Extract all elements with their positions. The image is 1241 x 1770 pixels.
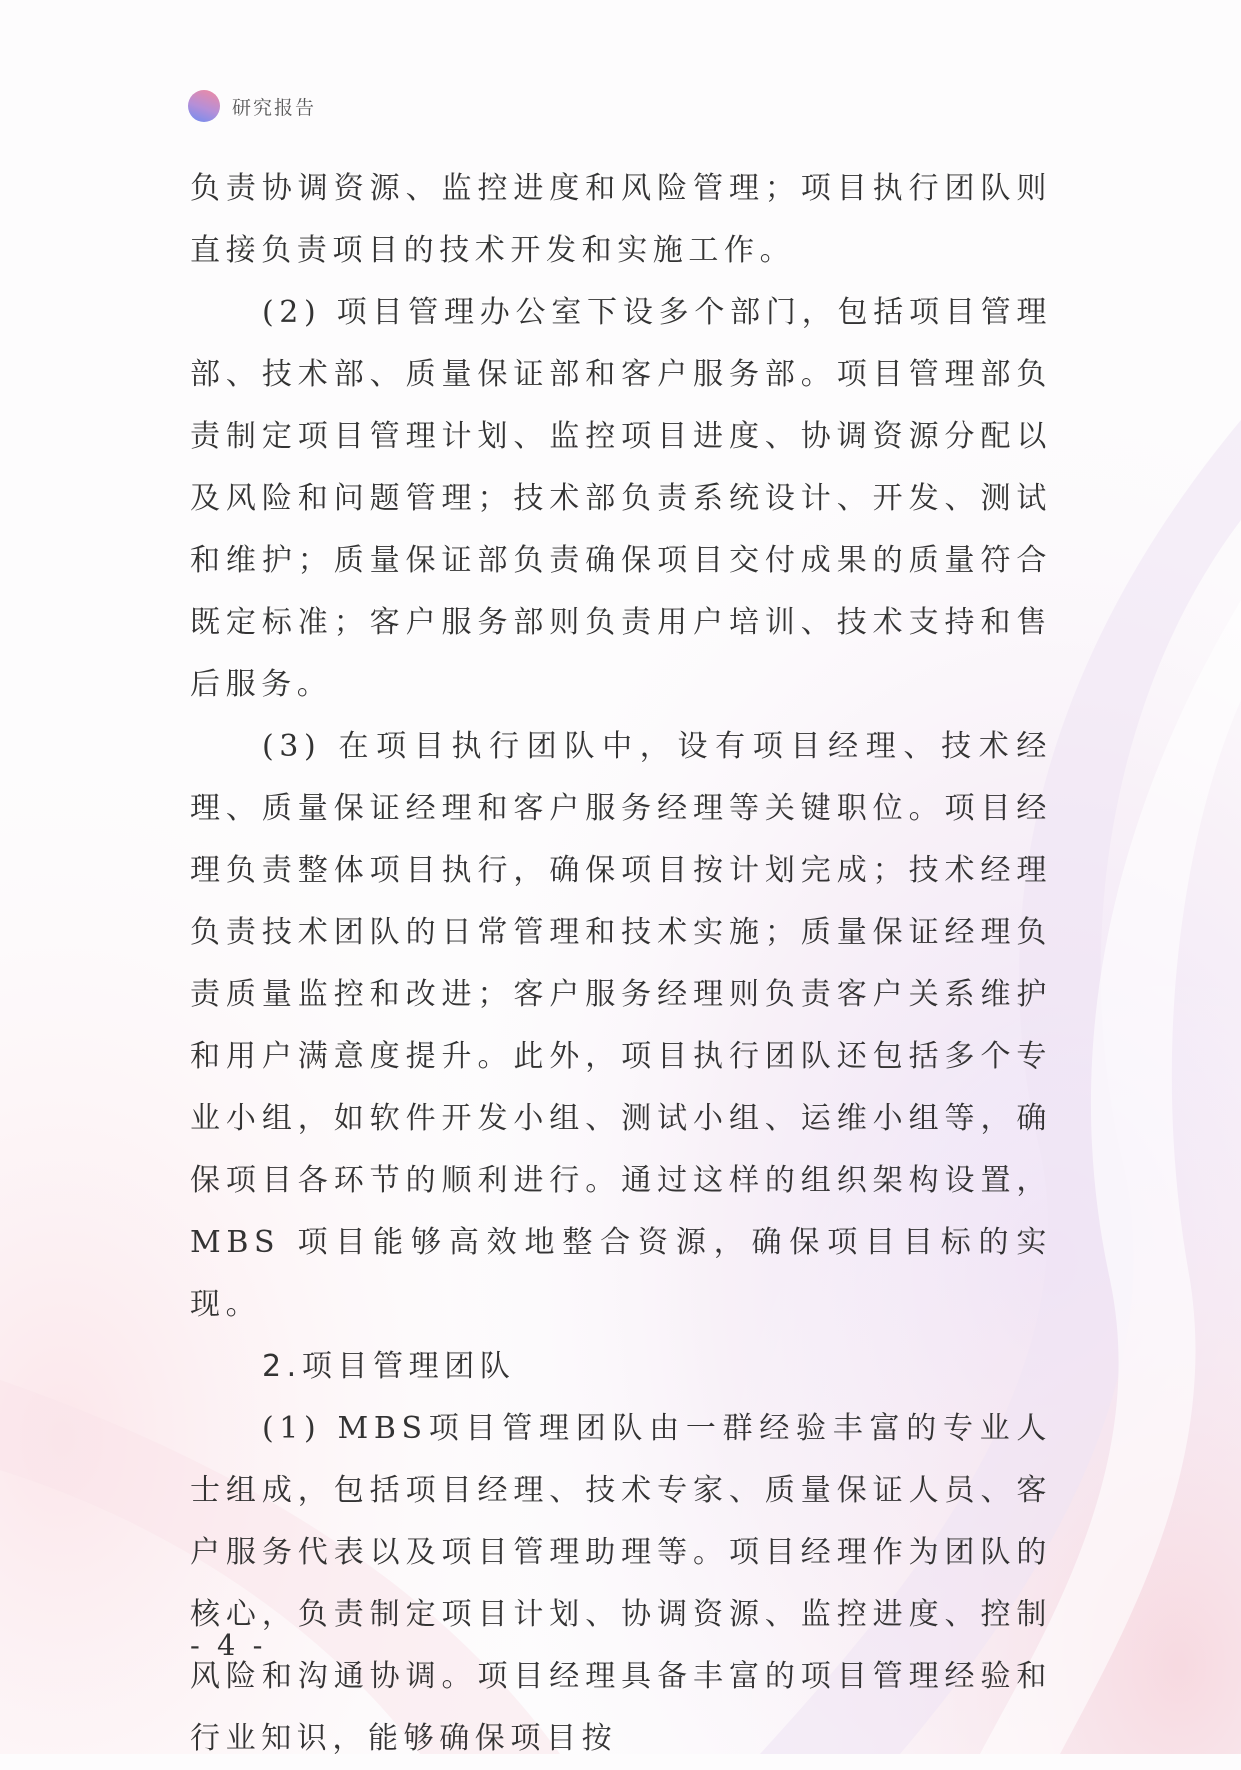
body-paragraph-3: (3) 在项目执行团队中，设有项目经理、技术经理、质量保证经理和客户服务经理等关键职位。项目经理负责整体项目执行，确保项目按计划完成；技术经理负责技术团队的日常管理和技术实施；质量保证经理负责质量监控和改进；客户服务经理则负责客户关系维护和用户满意度提升。此外，项目执行团队还包括多个专业小组，如软件开发小组、测试小组、运维小组等，确保项目各环节的顺利进行。通过这样的组织架构设置，MBS 项目能够高效地整合资源，确保项目目标的实现。 (190, 729, 1052, 1322)
header-label: 研究报告 (232, 96, 317, 119)
body-paragraph-1: 负责协调资源、监控进度和风险管理；项目执行团队则直接负责项目的技术开发和实施工作。 (190, 171, 1052, 268)
logo-circle-icon (188, 90, 220, 122)
body-paragraph-2: (2) 项目管理办公室下设多个部门，包括项目管理部、技术部、质量保证部和客户服务部。项目管理部负责制定项目管理计划、监控项目进度、协调资源分配以及风险和问题管理；技术部负责系统设计、开发、测试和维护；质量保证部负责确保项目交付成果的质量符合既定标准；客户服务部则负责用户培训、技术支持和售后服务。 (190, 295, 1052, 702)
document-body (190, 158, 1052, 1770)
report-header (188, 88, 316, 124)
section-heading: 2.项目管理团队 (262, 1349, 516, 1384)
section-paragraph-1: (1) MBS项目管理团队由一群经验丰富的专业人士组成，包括项目经理、技术专家、质量保证人员、客户服务代表以及项目管理助理等。项目经理作为团队的核心，负责制定项目计划、协调资源、监控进度、控制风险和沟通协调。项目经理具备丰富的项目管理经验和行业知识，能够确保项目按 (190, 1411, 1052, 1756)
page-number: - 4 - (190, 1628, 267, 1662)
